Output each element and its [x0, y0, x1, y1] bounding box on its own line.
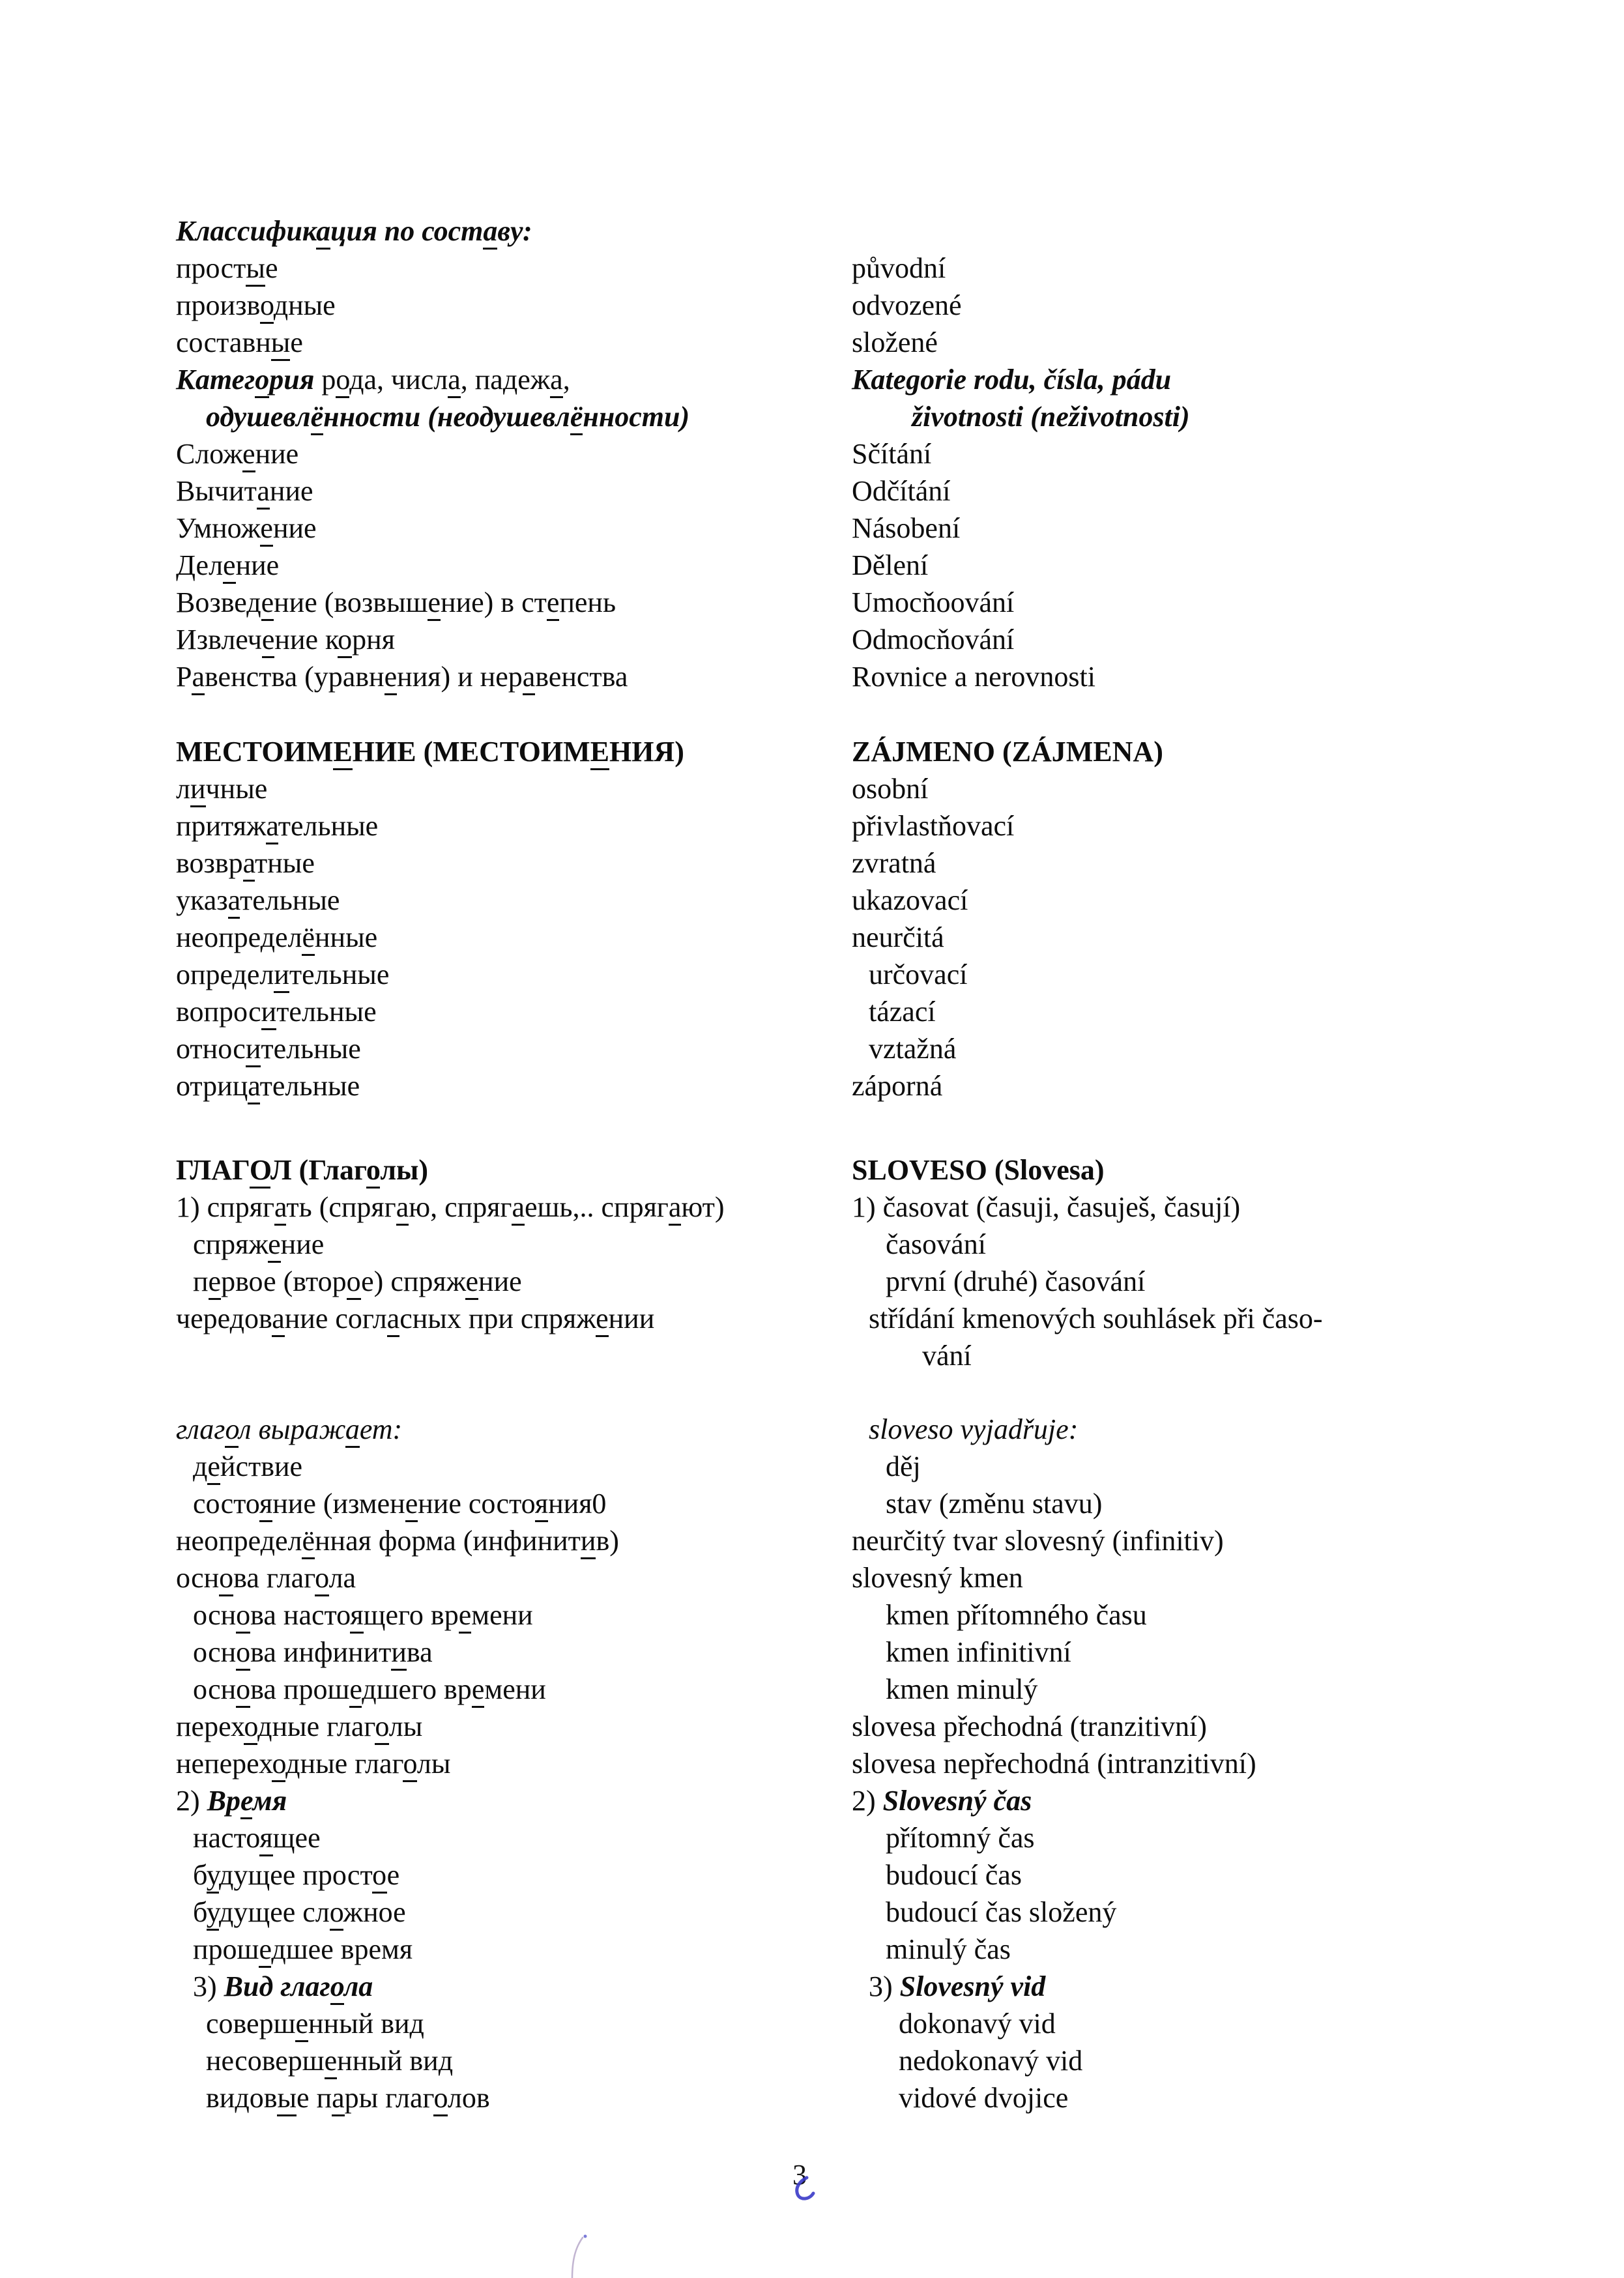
russian-term: спряжение: [176, 1226, 869, 1263]
czech-term: životnosti (neživotnosti): [912, 401, 1190, 433]
russian-term: указательные: [176, 882, 852, 919]
glossary-row: [176, 1745, 1486, 1782]
glossary-row: [176, 807, 1486, 844]
russian-term: совершенный вид: [176, 2005, 882, 2042]
czech-term: 1) časovat (časuji, časuješ, časují): [852, 1191, 1241, 1223]
glossary-row: [176, 1226, 1486, 1263]
czech-term: Odmocňování: [852, 624, 1015, 656]
russian-term: настоящее: [176, 1819, 869, 1856]
czech-term: Odčítání: [852, 475, 951, 507]
glossary-row: [176, 621, 1486, 658]
glossary-row: [176, 882, 1486, 919]
czech-term: vidové dvojice: [899, 2082, 1069, 2114]
glossary-row: [176, 324, 1486, 361]
russian-term: первое (второе) спряжение: [176, 1263, 869, 1300]
czech-term: první (druhé) časování: [886, 1265, 1146, 1297]
glossary-row: [176, 1782, 1486, 1819]
glossary-row: [176, 844, 1486, 882]
russian-term: отрицательные: [176, 1067, 852, 1104]
russian-term: непереходные глаголы: [176, 1745, 852, 1782]
russian-term: одушевлённости (неодушевлённости): [176, 398, 882, 435]
czech-term: kmen infinitivní: [886, 1636, 1071, 1668]
russian-term: 3) Вид глагола: [176, 1968, 869, 2005]
glossary-row: [176, 956, 1486, 993]
czech-term: dokonavý vid: [899, 2008, 1056, 2040]
russian-term: прошедшее время: [176, 1931, 869, 1968]
czech-term: neurčitý tvar slovesný (infinitiv): [852, 1525, 1224, 1557]
czech-term: záporná: [852, 1070, 943, 1102]
russian-term: основа глагола: [176, 1559, 852, 1596]
czech-term: Sčítání: [852, 438, 932, 470]
glossary-row: [176, 1856, 1486, 1894]
czech-term: sloveso vyjadřuje:: [869, 1413, 1079, 1445]
glossary-row: [176, 1634, 1486, 1671]
czech-term: ukazovací: [852, 884, 968, 916]
glossary-row: [176, 1067, 1486, 1104]
russian-term: относительные: [176, 1030, 852, 1067]
glossary-row: [176, 733, 1486, 770]
czech-term: děj: [886, 1450, 921, 1482]
czech-term: složené: [852, 326, 938, 358]
russian-term: 1) спрягать (спрягаю, спрягаешь,.. спрягают): [176, 1189, 852, 1226]
russian-term: переходные глаголы: [176, 1708, 852, 1745]
russian-term: Классификация по составу:: [176, 212, 852, 250]
russian-term: основа настоящего времени: [176, 1596, 869, 1634]
glossary-row: [176, 2042, 1486, 2079]
glossary-row: [176, 1151, 1486, 1189]
czech-term: přítomný čas: [886, 1822, 1035, 1854]
glossary-row: [176, 1411, 1486, 1448]
czech-term: osobní: [852, 773, 929, 805]
russian-term: Категория рода, числа, падежа,: [176, 361, 852, 398]
glossary-row: [176, 919, 1486, 956]
czech-term: zvratná: [852, 847, 936, 879]
czech-term: vání: [922, 1340, 972, 1372]
glossary-row: [176, 212, 1486, 250]
czech-term: kmen minulý: [886, 1673, 1038, 1705]
russian-term: будущее сложное: [176, 1894, 869, 1931]
glossary-row: [176, 1819, 1486, 1856]
russian-term: 2) Время: [176, 1782, 852, 1819]
russian-term: Сложение: [176, 435, 852, 472]
czech-term: 2) Slovesný čas: [852, 1785, 1032, 1817]
russian-term: ГЛАГОЛ (Глаголы): [176, 1151, 852, 1189]
russian-term: МЕСТОИМЕНИЕ (МЕСТОИМЕНИЯ): [176, 733, 852, 770]
czech-term: původní: [852, 252, 946, 284]
czech-term: odvozené: [852, 289, 962, 321]
glossary-row: [176, 2005, 1486, 2042]
russian-term: чередование согласных при спряжении: [176, 1300, 852, 1337]
glossary-row: [176, 1522, 1486, 1559]
glossary-row: [176, 1448, 1486, 1485]
czech-term: tázací: [869, 996, 936, 1028]
russian-term: возвратные: [176, 844, 852, 882]
russian-term: производные: [176, 287, 852, 324]
russian-term: вопросительные: [176, 993, 852, 1030]
glossary-row: [176, 547, 1486, 584]
glossary-row: [176, 361, 1486, 398]
russian-term: состояние (изменение состояния0: [176, 1485, 869, 1522]
glossary-row: [176, 472, 1486, 510]
russian-term: Извлечение корня: [176, 621, 852, 658]
czech-term: Násobení: [852, 512, 961, 544]
russian-term: глагол выражает:: [176, 1411, 852, 1448]
russian-term: Вычитание: [176, 472, 852, 510]
glossary-row: [176, 2079, 1486, 2116]
czech-term: SLOVESO (Slovesa): [852, 1154, 1105, 1186]
russian-term: притяжательные: [176, 807, 852, 844]
glossary-row: [176, 287, 1486, 324]
glossary-row: [176, 1263, 1486, 1300]
glossary-row: [176, 398, 1486, 435]
russian-term: личные: [176, 770, 852, 807]
czech-term: střídání kmenových souhlásek při časo-: [869, 1303, 1323, 1334]
czech-term: Dělení: [852, 549, 929, 581]
russian-term: действие: [176, 1448, 869, 1485]
pen-scratch-icon: [559, 2227, 611, 2278]
czech-term: vztažná: [869, 1033, 957, 1065]
czech-term: neurčitá: [852, 921, 944, 953]
russian-term: неопределённые: [176, 919, 852, 956]
glossary-row: [176, 1189, 1486, 1226]
czech-term: slovesa přechodná (tranzitivní): [852, 1710, 1207, 1742]
page-number-value: 3: [792, 2159, 807, 2191]
glossary-row: [176, 993, 1486, 1030]
glossary-row: [176, 1894, 1486, 1931]
glossary-row: [176, 1968, 1486, 2005]
glossary-row: [176, 1337, 1486, 1374]
glossary-row: [176, 435, 1486, 472]
glossary-row: [176, 1671, 1486, 1708]
glossary-row: [176, 1030, 1486, 1067]
glossary-two-column-list: [176, 212, 1486, 2116]
russian-term: Деление: [176, 547, 852, 584]
czech-term: 3) Slovesný vid: [869, 1970, 1046, 2002]
russian-term: основа прошедшего времени: [176, 1671, 869, 1708]
czech-term: budoucí čas: [886, 1859, 1022, 1891]
page-number: [792, 2161, 807, 2189]
russian-term: Равенства (уравнения) и неравенства: [176, 658, 852, 695]
russian-term: составные: [176, 324, 852, 361]
russian-term: несовершенный вид: [176, 2042, 882, 2079]
czech-term: minulý čas: [886, 1933, 1011, 1965]
glossary-row: [176, 658, 1486, 695]
glossary-row: [176, 250, 1486, 287]
czech-term: časování: [886, 1228, 986, 1260]
glossary-row: [176, 584, 1486, 621]
czech-term: nedokonavý vid: [899, 2045, 1083, 2077]
russian-term: определительные: [176, 956, 852, 993]
russian-term: Возведение (возвышение) в степень: [176, 584, 852, 621]
russian-term: неопределённая форма (инфинитив): [176, 1522, 852, 1559]
czech-term: Umocňoování: [852, 586, 1015, 618]
glossary-row: [176, 1300, 1486, 1337]
czech-term: budoucí čas složený: [886, 1896, 1117, 1928]
russian-term: основа инфинитива: [176, 1634, 869, 1671]
glossary-row: [176, 1485, 1486, 1522]
czech-term: stav (změnu stavu): [886, 1488, 1103, 1520]
czech-term: kmen přítomného času: [886, 1599, 1147, 1631]
russian-term: Умножение: [176, 510, 852, 547]
glossary-row: [176, 510, 1486, 547]
czech-term: Kategorie rodu, čísla, pádu: [852, 364, 1172, 396]
czech-term: ZÁJMENO (ZÁJMENA): [852, 736, 1163, 768]
czech-term: přivlastňovací: [852, 810, 1015, 842]
czech-term: slovesa nepřechodná (intranzitivní): [852, 1748, 1256, 1780]
russian-term: простые: [176, 250, 852, 287]
russian-term: будущее простое: [176, 1856, 869, 1894]
czech-term: slovesný kmen: [852, 1562, 1023, 1594]
czech-term: Rovnice a nerovnosti: [852, 661, 1095, 693]
glossary-row: [176, 770, 1486, 807]
glossary-row: [176, 1559, 1486, 1596]
glossary-row: [176, 1708, 1486, 1745]
glossary-row: [176, 1596, 1486, 1634]
czech-term: určovací: [869, 959, 968, 990]
glossary-row: [176, 1931, 1486, 1968]
russian-term: видовые пары глаголов: [176, 2079, 882, 2116]
